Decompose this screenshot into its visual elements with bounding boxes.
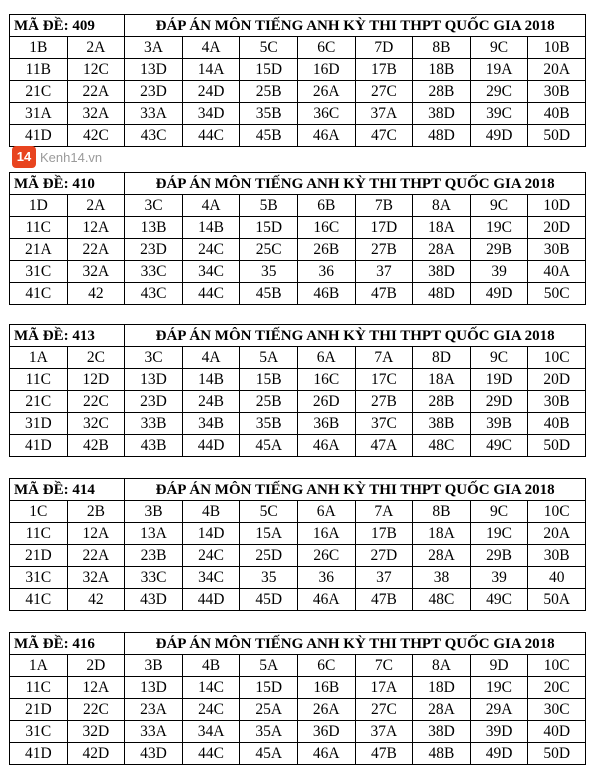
answer-cell: 39 (470, 261, 528, 283)
answer-cell: 36D (297, 721, 355, 743)
answer-cell: 43C (125, 283, 183, 305)
answer-cell: 44C (182, 283, 240, 305)
answer-cell: 38B (413, 413, 471, 435)
exam-code: MÃ ĐỀ: 413 (10, 325, 125, 347)
answer-cell: 4A (182, 195, 240, 217)
answer-cell: 25B (240, 81, 298, 103)
answer-cell: 33C (125, 261, 183, 283)
answer-cell: 41C (10, 589, 68, 611)
answer-cell: 31A (10, 103, 68, 125)
answer-cell: 31D (10, 413, 68, 435)
answer-cell: 29C (470, 81, 528, 103)
answer-cell: 4B (182, 655, 240, 677)
answer-cell: 10B (528, 37, 586, 59)
answer-cell: 23D (125, 239, 183, 261)
answer-cell: 20A (528, 59, 586, 81)
answer-cell: 23A (125, 699, 183, 721)
answer-cell: 23D (125, 81, 183, 103)
answer-cell: 30B (528, 545, 586, 567)
answer-cell: 26D (297, 391, 355, 413)
answer-cell: 35B (240, 103, 298, 125)
answer-cell: 38 (413, 567, 471, 589)
answer-cell: 12A (67, 523, 125, 545)
answer-cell: 45A (240, 743, 298, 765)
answer-cell: 13D (125, 369, 183, 391)
answer-cell: 13A (125, 523, 183, 545)
answer-cell: 21C (10, 81, 68, 103)
answer-cell: 15B (240, 369, 298, 391)
answer-cell: 46A (297, 589, 355, 611)
exam-code: MÃ ĐỀ: 410 (10, 173, 125, 195)
answer-cell: 17B (355, 59, 413, 81)
answer-cell: 14B (182, 217, 240, 239)
answer-cell: 7C (355, 655, 413, 677)
answer-cell: 35A (240, 721, 298, 743)
answer-cell: 8A (413, 195, 471, 217)
answer-cell: 37A (355, 103, 413, 125)
table-row (10, 125, 586, 147)
answer-cell: 37 (355, 261, 413, 283)
answer-cell: 13D (125, 677, 183, 699)
answer-cell: 32A (67, 567, 125, 589)
answer-cell: 27D (355, 545, 413, 567)
answer-cell: 4B (182, 501, 240, 523)
answer-cell: 34B (182, 413, 240, 435)
answer-cell: 42C (67, 125, 125, 147)
answer-cell: 11C (10, 523, 68, 545)
answer-cell: 48C (413, 435, 471, 457)
exam-title: ĐÁP ÁN MÔN TIẾNG ANH KỲ THI THPT QUỐC GIA 2018 (125, 325, 586, 347)
answer-cell: 8D (413, 347, 471, 369)
answer-cell: 50D (528, 743, 586, 765)
answer-cell: 12A (67, 677, 125, 699)
answer-cell: 18A (413, 217, 471, 239)
answer-cell: 28A (413, 239, 471, 261)
answer-cell: 18B (413, 59, 471, 81)
answer-cell: 5B (240, 195, 298, 217)
answer-cell: 4A (182, 347, 240, 369)
answer-cell: 19A (470, 59, 528, 81)
answer-cell: 43C (125, 125, 183, 147)
answer-cell: 35B (240, 413, 298, 435)
answer-cell: 17A (355, 677, 413, 699)
answer-cell: 36 (297, 567, 355, 589)
answer-cell: 42D (67, 743, 125, 765)
answer-cell: 16A (297, 523, 355, 545)
answer-cell: 30B (528, 239, 586, 261)
answer-cell: 36 (297, 261, 355, 283)
answer-cell: 15D (240, 217, 298, 239)
answer-cell: 30B (528, 391, 586, 413)
answer-cell: 28B (413, 81, 471, 103)
watermark-text: Kenh14.vn (40, 149, 103, 165)
table-row (10, 391, 586, 413)
answer-cell: 25C (240, 239, 298, 261)
answer-cell: 32A (67, 103, 125, 125)
answer-cell: 39B (470, 413, 528, 435)
answer-cell: 21C (10, 391, 68, 413)
answer-cell: 14D (182, 523, 240, 545)
answer-cell: 45B (240, 125, 298, 147)
answer-cell: 23B (125, 545, 183, 567)
answer-cell: 48D (413, 125, 471, 147)
answer-cell: 26A (297, 81, 355, 103)
answer-cell: 26B (297, 239, 355, 261)
answer-cell: 3A (125, 37, 183, 59)
table-row (10, 413, 586, 435)
answer-cell: 16C (297, 217, 355, 239)
answer-cell: 24C (182, 699, 240, 721)
answer-cell: 2C (67, 347, 125, 369)
answer-cell: 20D (528, 369, 586, 391)
answer-cell: 45B (240, 283, 298, 305)
answer-cell: 41D (10, 125, 68, 147)
answer-cell: 49D (470, 125, 528, 147)
table-row (10, 567, 586, 589)
answer-cell: 18A (413, 369, 471, 391)
answer-cell: 47C (355, 125, 413, 147)
answer-cell: 20C (528, 677, 586, 699)
answer-cell: 9C (470, 501, 528, 523)
answer-cell: 5A (240, 655, 298, 677)
answer-cell: 10C (528, 655, 586, 677)
answer-cell: 19C (470, 677, 528, 699)
answer-cell: 5C (240, 501, 298, 523)
answer-cell: 47B (355, 743, 413, 765)
answer-cell: 28B (413, 391, 471, 413)
answer-cell: 24C (182, 239, 240, 261)
answer-cell: 34D (182, 103, 240, 125)
answer-cell: 3C (125, 347, 183, 369)
answer-cell: 16B (297, 677, 355, 699)
answer-cell: 1A (10, 655, 68, 677)
answer-cell: 49D (470, 283, 528, 305)
table-row (10, 37, 586, 59)
answer-cell: 41D (10, 743, 68, 765)
answer-cell: 35 (240, 567, 298, 589)
answer-cell: 24C (182, 545, 240, 567)
answer-cell: 45D (240, 589, 298, 611)
answer-table (9, 324, 586, 457)
answer-cell: 24D (182, 81, 240, 103)
answer-cell: 14A (182, 59, 240, 81)
watermark-logo (12, 146, 102, 168)
answer-cell: 8A (413, 655, 471, 677)
answer-cell: 42 (67, 283, 125, 305)
table-row (10, 347, 586, 369)
exam-title: ĐÁP ÁN MÔN TIẾNG ANH KỲ THI THPT QUỐC GIA 2018 (125, 173, 586, 195)
answer-cell: 44C (182, 743, 240, 765)
answer-cell: 44C (182, 125, 240, 147)
exam-title: ĐÁP ÁN MÔN TIẾNG ANH KỲ THI THPT QUỐC GIA 2018 (125, 479, 586, 501)
answer-cell: 39C (470, 103, 528, 125)
answer-cell: 7A (355, 501, 413, 523)
answer-cell: 43D (125, 743, 183, 765)
answer-cell: 26A (297, 699, 355, 721)
answer-cell: 25A (240, 699, 298, 721)
answer-cell: 28A (413, 699, 471, 721)
answer-cell: 7B (355, 195, 413, 217)
answer-cell: 19C (470, 523, 528, 545)
answer-cell: 3B (125, 655, 183, 677)
answer-cell: 22C (67, 391, 125, 413)
answer-cell: 36B (297, 413, 355, 435)
answer-cell: 12A (67, 217, 125, 239)
table-row (10, 743, 586, 765)
table-header-row (10, 479, 586, 501)
table-row (10, 283, 586, 305)
answer-cell: 6B (297, 195, 355, 217)
table-row (10, 699, 586, 721)
answer-cell: 17D (355, 217, 413, 239)
answer-cell: 1D (10, 195, 68, 217)
answer-cell: 20A (528, 523, 586, 545)
answer-cell: 32C (67, 413, 125, 435)
answer-cell: 39D (470, 721, 528, 743)
answer-cell: 40D (528, 721, 586, 743)
answer-cell: 21D (10, 545, 68, 567)
answer-cell: 6A (297, 501, 355, 523)
answer-cell: 37 (355, 567, 413, 589)
table-row (10, 435, 586, 457)
answer-cell: 22A (67, 239, 125, 261)
answer-cell: 8B (413, 501, 471, 523)
table-header-row (10, 173, 586, 195)
answer-cell: 33C (125, 567, 183, 589)
answer-cell: 1C (10, 501, 68, 523)
answer-cell: 21A (10, 239, 68, 261)
answer-cell: 9C (470, 347, 528, 369)
answer-cell: 45A (240, 435, 298, 457)
answer-cell: 2D (67, 655, 125, 677)
answer-cell: 41C (10, 283, 68, 305)
table-row (10, 217, 586, 239)
answer-cell: 23D (125, 391, 183, 413)
table-row (10, 589, 586, 611)
answer-cell: 10C (528, 347, 586, 369)
answer-cell: 40B (528, 413, 586, 435)
kenh14-logo-icon: 14 (12, 146, 36, 168)
answer-cell: 47B (355, 283, 413, 305)
answer-cell: 47A (355, 435, 413, 457)
table-row (10, 677, 586, 699)
answer-cell: 19C (470, 217, 528, 239)
answer-cell: 11B (10, 59, 68, 81)
answer-cell: 17C (355, 369, 413, 391)
answer-cell: 49C (470, 435, 528, 457)
answer-cell: 48B (413, 743, 471, 765)
answer-cell: 48C (413, 589, 471, 611)
answer-cell: 34C (182, 261, 240, 283)
answer-cell: 6C (297, 655, 355, 677)
answer-cell: 41D (10, 435, 68, 457)
answer-cell: 46B (297, 283, 355, 305)
answer-cell: 19D (470, 369, 528, 391)
answer-cell: 24B (182, 391, 240, 413)
answer-cell: 35 (240, 261, 298, 283)
answer-cell: 7A (355, 347, 413, 369)
answer-cell: 30B (528, 81, 586, 103)
answer-cell: 49C (470, 589, 528, 611)
answer-cell: 7D (355, 37, 413, 59)
answer-cell: 40B (528, 103, 586, 125)
answer-cell: 12D (67, 369, 125, 391)
answer-table (9, 172, 586, 305)
answer-cell: 31C (10, 721, 68, 743)
table-row (10, 59, 586, 81)
answer-cell: 44D (182, 589, 240, 611)
answer-cell: 46A (297, 125, 355, 147)
answer-cell: 3C (125, 195, 183, 217)
answer-cell: 16C (297, 369, 355, 391)
answer-cell: 15A (240, 523, 298, 545)
answer-cell: 38D (413, 261, 471, 283)
answer-cell: 12C (67, 59, 125, 81)
answer-cell: 25D (240, 545, 298, 567)
answer-cell: 9C (470, 195, 528, 217)
answer-cell: 42 (67, 589, 125, 611)
answer-cell: 2A (67, 195, 125, 217)
answer-cell: 29B (470, 545, 528, 567)
answer-cell: 13D (125, 59, 183, 81)
answer-cell: 1A (10, 347, 68, 369)
answer-cell: 18D (413, 677, 471, 699)
answer-cell: 30C (528, 699, 586, 721)
answer-cell: 15D (240, 59, 298, 81)
answer-cell: 40A (528, 261, 586, 283)
answer-cell: 29A (470, 699, 528, 721)
table-row (10, 721, 586, 743)
answer-cell: 27C (355, 81, 413, 103)
answer-cell: 18A (413, 523, 471, 545)
answer-cell: 44D (182, 435, 240, 457)
answer-cell: 11C (10, 677, 68, 699)
exam-title: ĐÁP ÁN MÔN TIẾNG ANH KỲ THI THPT QUỐC GIA 2018 (125, 633, 586, 655)
answer-table (9, 478, 586, 611)
answer-cell: 10D (528, 195, 586, 217)
answer-cell: 20D (528, 217, 586, 239)
answer-cell: 37C (355, 413, 413, 435)
exam-code: MÃ ĐỀ: 416 (10, 633, 125, 655)
answer-cell: 34C (182, 567, 240, 589)
answer-cell: 38D (413, 103, 471, 125)
answer-cell: 50A (528, 589, 586, 611)
answer-cell: 42B (67, 435, 125, 457)
answer-cell: 31C (10, 567, 68, 589)
answer-cell: 46A (297, 743, 355, 765)
answer-cell: 11C (10, 369, 68, 391)
answer-cell: 13B (125, 217, 183, 239)
answer-cell: 31C (10, 261, 68, 283)
answer-cell: 22C (67, 699, 125, 721)
answer-cell: 48D (413, 283, 471, 305)
answer-cell: 43B (125, 435, 183, 457)
table-row (10, 81, 586, 103)
answer-cell: 9C (470, 37, 528, 59)
answer-cell: 3B (125, 501, 183, 523)
answer-cell: 25B (240, 391, 298, 413)
answer-cell: 27B (355, 239, 413, 261)
answer-cell: 33A (125, 721, 183, 743)
answer-cell: 1B (10, 37, 68, 59)
answer-cell: 46A (297, 435, 355, 457)
answer-cell: 50D (528, 125, 586, 147)
answer-cell: 27B (355, 391, 413, 413)
table-header-row (10, 15, 586, 37)
answer-cell: 49D (470, 743, 528, 765)
answer-cell: 34A (182, 721, 240, 743)
answer-cell: 22A (67, 545, 125, 567)
answer-cell: 14C (182, 677, 240, 699)
answer-cell: 11C (10, 217, 68, 239)
answer-cell: 36C (297, 103, 355, 125)
answer-cell: 9D (470, 655, 528, 677)
answer-cell: 6C (297, 37, 355, 59)
table-header-row (10, 633, 586, 655)
answer-cell: 4A (182, 37, 240, 59)
answer-cell: 29D (470, 391, 528, 413)
table-row (10, 523, 586, 545)
answer-cell: 43D (125, 589, 183, 611)
answer-cell: 21D (10, 699, 68, 721)
answer-cell: 5A (240, 347, 298, 369)
answer-cell: 32D (67, 721, 125, 743)
answer-cell: 15D (240, 677, 298, 699)
answer-cell: 10C (528, 501, 586, 523)
answer-cell: 16D (297, 59, 355, 81)
answer-cell: 40 (528, 567, 586, 589)
table-row (10, 501, 586, 523)
table-row (10, 103, 586, 125)
answer-cell: 29B (470, 239, 528, 261)
answer-cell: 33A (125, 103, 183, 125)
table-row (10, 239, 586, 261)
answer-cell: 26C (297, 545, 355, 567)
answer-cell: 28A (413, 545, 471, 567)
answer-table (9, 632, 586, 765)
answer-cell: 39 (470, 567, 528, 589)
table-row (10, 369, 586, 391)
answer-cell: 6A (297, 347, 355, 369)
answer-cell: 33B (125, 413, 183, 435)
answer-cell: 38D (413, 721, 471, 743)
answer-cell: 32A (67, 261, 125, 283)
answer-cell: 2A (67, 37, 125, 59)
answer-cell: 17B (355, 523, 413, 545)
answer-table (9, 14, 586, 147)
exam-title: ĐÁP ÁN MÔN TIẾNG ANH KỲ THI THPT QUỐC GIA 2018 (125, 15, 586, 37)
table-row (10, 261, 586, 283)
answer-cell: 37A (355, 721, 413, 743)
answer-cell: 50D (528, 435, 586, 457)
answer-cell: 47B (355, 589, 413, 611)
answer-cell: 22A (67, 81, 125, 103)
table-row (10, 545, 586, 567)
answer-cell: 14B (182, 369, 240, 391)
answer-cell: 27C (355, 699, 413, 721)
table-header-row (10, 325, 586, 347)
answer-cell: 8B (413, 37, 471, 59)
answer-cell: 2B (67, 501, 125, 523)
exam-code: MÃ ĐỀ: 409 (10, 15, 125, 37)
table-row (10, 195, 586, 217)
table-row (10, 655, 586, 677)
answer-cell: 50C (528, 283, 586, 305)
exam-code: MÃ ĐỀ: 414 (10, 479, 125, 501)
answer-cell: 5C (240, 37, 298, 59)
